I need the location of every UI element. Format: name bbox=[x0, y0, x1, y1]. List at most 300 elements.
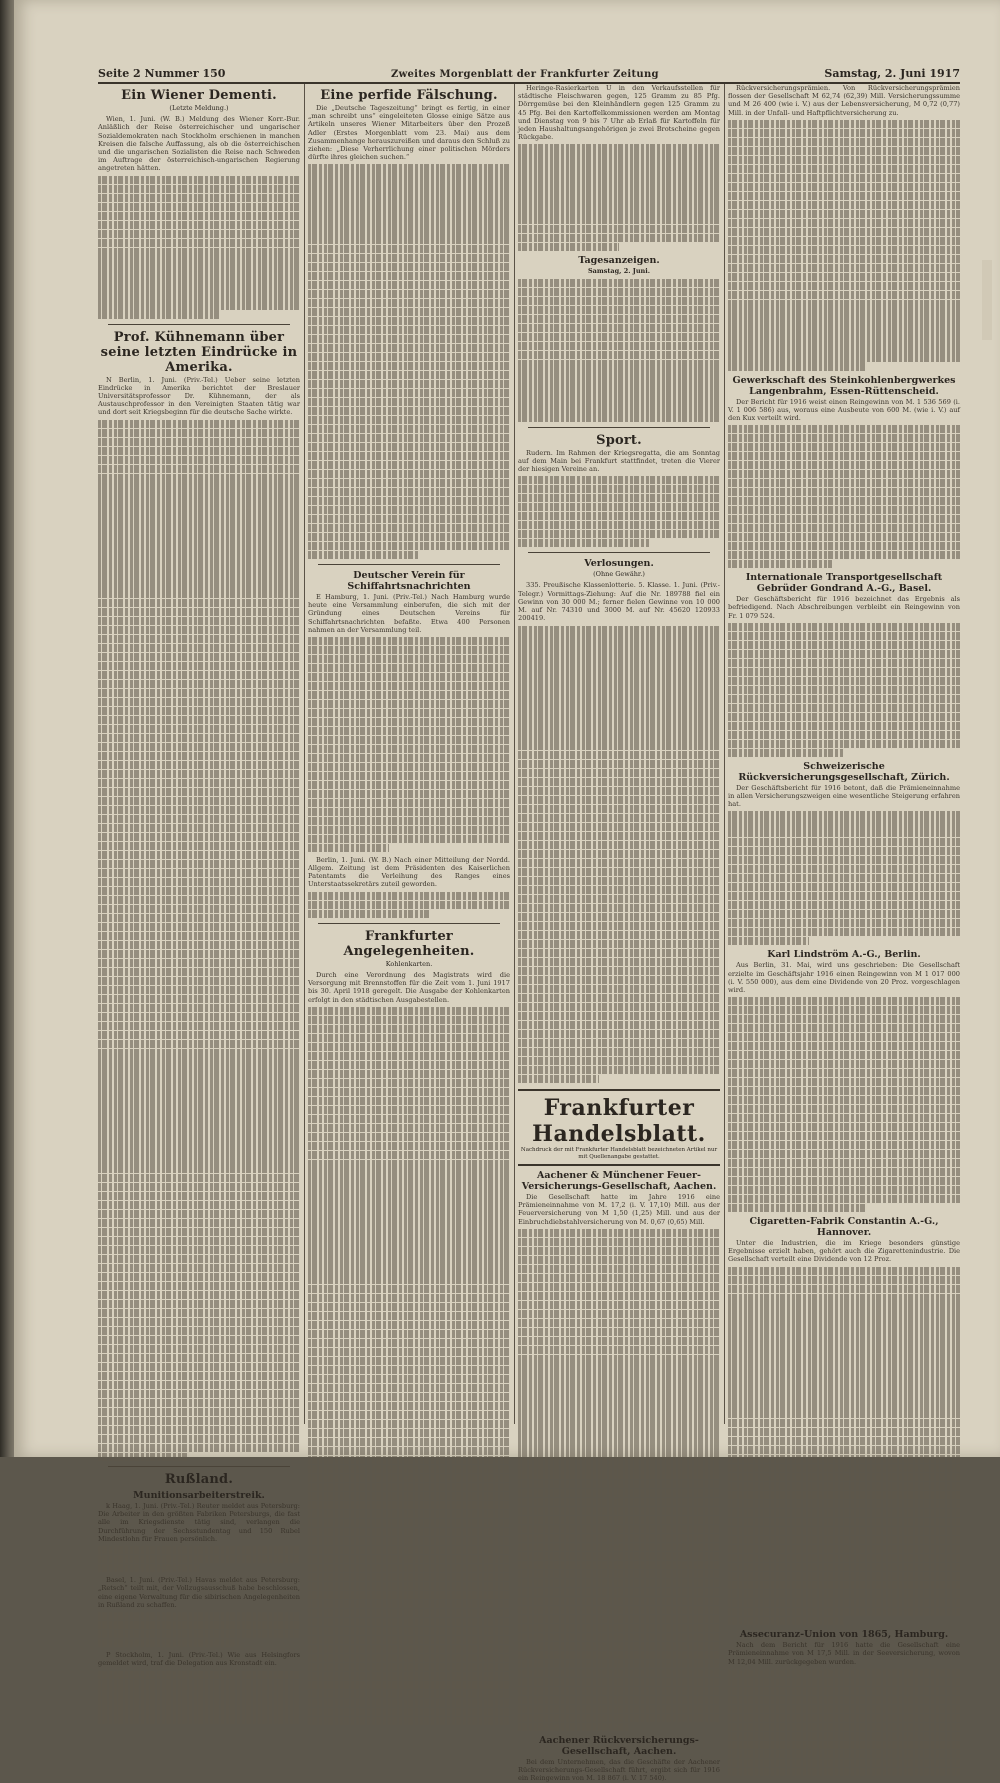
text-line bbox=[518, 485, 720, 493]
text-line bbox=[98, 662, 300, 670]
text-line bbox=[728, 650, 960, 658]
text-line bbox=[308, 1375, 510, 1383]
page-header bbox=[98, 62, 960, 84]
text-line bbox=[728, 479, 960, 487]
text-line bbox=[98, 833, 300, 841]
text-line bbox=[518, 539, 649, 547]
text-line bbox=[728, 937, 809, 945]
column-4 bbox=[728, 84, 960, 1666]
text-line bbox=[518, 1543, 720, 1551]
section-heading: Sport. bbox=[596, 432, 642, 448]
text-line bbox=[308, 1510, 510, 1518]
text-line bbox=[98, 1120, 300, 1128]
text-line bbox=[308, 452, 510, 460]
article-headline: Karl Lindström A.-G., Berlin. bbox=[767, 949, 921, 961]
text-line bbox=[728, 174, 960, 182]
text-line bbox=[308, 1097, 510, 1105]
text-line bbox=[518, 360, 720, 368]
text-line bbox=[518, 351, 720, 359]
text-line bbox=[308, 1312, 510, 1320]
text-line bbox=[728, 1123, 960, 1131]
text-line bbox=[98, 860, 300, 868]
text-line bbox=[728, 1437, 960, 1445]
text-line bbox=[98, 1084, 300, 1092]
masthead-title: Frankfurter Handelsblatt. bbox=[532, 1094, 706, 1147]
text-line bbox=[518, 787, 720, 795]
text-line bbox=[728, 1768, 960, 1776]
text-line bbox=[98, 1111, 300, 1119]
text-line bbox=[518, 1372, 720, 1380]
text-line bbox=[518, 1328, 720, 1336]
text-line bbox=[728, 1302, 960, 1310]
text-line bbox=[728, 506, 960, 514]
text-line bbox=[98, 1671, 300, 1679]
text-line bbox=[308, 682, 510, 690]
text-line bbox=[98, 1156, 300, 1164]
text-line bbox=[308, 1079, 510, 1087]
text-line bbox=[728, 1033, 960, 1041]
text-line bbox=[98, 995, 300, 1003]
text-line bbox=[518, 503, 720, 511]
text-line bbox=[728, 165, 960, 173]
text-line bbox=[98, 301, 300, 309]
text-line bbox=[98, 1363, 300, 1371]
article-body: Der Geschäftsbericht für 1916 bezeichnet das Ergebnis als befriedigend. Nach Abschreibungen verbleibt ein Reingewinn von Fr. 1 079 524. bbox=[728, 595, 960, 620]
text-line bbox=[728, 147, 960, 155]
text-line bbox=[728, 183, 960, 191]
text-line bbox=[518, 1066, 720, 1074]
text-line bbox=[308, 308, 510, 316]
column-rule bbox=[304, 84, 305, 1424]
text-line bbox=[308, 1186, 510, 1194]
text-line bbox=[518, 1552, 720, 1560]
text-line bbox=[98, 248, 300, 256]
text-line bbox=[728, 1060, 960, 1068]
text-line bbox=[98, 653, 300, 661]
text-line bbox=[518, 198, 720, 206]
text-line bbox=[308, 1555, 510, 1563]
text-line bbox=[728, 1678, 960, 1686]
text-line bbox=[98, 447, 300, 455]
text-line bbox=[98, 1453, 189, 1461]
text-line bbox=[308, 533, 510, 541]
text-line bbox=[98, 689, 300, 697]
column-rule bbox=[724, 84, 725, 1424]
text-line bbox=[518, 1417, 720, 1425]
text-block bbox=[98, 1612, 300, 1647]
text-line bbox=[308, 1474, 510, 1482]
text-line bbox=[98, 456, 300, 464]
text-line bbox=[308, 299, 510, 307]
text-line bbox=[728, 497, 960, 505]
text-line bbox=[518, 1003, 720, 1011]
text-line bbox=[518, 1030, 720, 1038]
text-line bbox=[98, 905, 300, 913]
text-line bbox=[308, 1492, 510, 1500]
text-line bbox=[98, 429, 300, 437]
text-line bbox=[518, 1516, 720, 1524]
text-line bbox=[308, 1195, 510, 1203]
text-line bbox=[518, 751, 720, 759]
text-line bbox=[518, 715, 720, 723]
article-body: P Stockholm, 1. Juni. (Priv.-Tel.) Wie aus Helsingfors gemeldet wird, traf die Delegation aus Kronstadt ein. bbox=[98, 1651, 300, 1668]
text-line bbox=[98, 1013, 300, 1021]
text-line bbox=[518, 1462, 720, 1470]
text-line bbox=[308, 1303, 510, 1311]
text-line bbox=[308, 488, 510, 496]
text-line bbox=[728, 1401, 960, 1409]
text-line bbox=[518, 841, 720, 849]
text-line bbox=[518, 530, 720, 538]
text-line bbox=[308, 389, 510, 397]
text-line bbox=[98, 716, 300, 724]
text-line bbox=[728, 524, 960, 532]
text-line bbox=[308, 1654, 510, 1662]
text-line bbox=[308, 826, 510, 834]
text-line bbox=[98, 1715, 300, 1723]
text-line bbox=[98, 644, 300, 652]
text-line bbox=[728, 1042, 960, 1050]
text-line bbox=[308, 1465, 510, 1473]
article-divider bbox=[318, 923, 500, 924]
text-line bbox=[728, 461, 960, 469]
text-line bbox=[308, 1061, 510, 1069]
text-line bbox=[518, 1606, 720, 1614]
text-line bbox=[728, 264, 960, 272]
text-line bbox=[728, 820, 960, 828]
text-line bbox=[98, 581, 300, 589]
article-body: Wien, 1. Juni. (W. B.) Meldung des Wiener Korr.-Bur. Anläßlich der Reise österreichischer und ungarischer Sozialdemokraten nach Stockholm erschienen in manchen Kreisen die falsche Auffassung, als ob die österreichischen und die ungarischen Sozialisten die Reise nach Schweden im Auftrage der österreichisch-ungarischen Regierung angetreten hätten. bbox=[98, 115, 300, 173]
text-line bbox=[518, 1597, 720, 1605]
text-line bbox=[518, 1588, 720, 1596]
text-line bbox=[518, 976, 720, 984]
article-body: Nach dem Bericht für 1916 hatte die Gesellschaft eine Prämieneinnahme von M 17,5 Mill. in der Seeversicherung, wovon M 12,04 Mill. zurückgegeben wurden. bbox=[728, 1641, 960, 1666]
text-line bbox=[308, 200, 510, 208]
text-line bbox=[308, 218, 510, 226]
text-line bbox=[728, 1741, 960, 1749]
text-line bbox=[518, 1247, 720, 1255]
text-line bbox=[308, 479, 510, 487]
text-line bbox=[728, 533, 960, 541]
text-line bbox=[728, 129, 960, 137]
header-date: Samstag, 2. Juni 1917 bbox=[824, 67, 960, 80]
text-line bbox=[308, 745, 510, 753]
text-line bbox=[728, 1051, 960, 1059]
text-block bbox=[308, 637, 510, 852]
article-headline: Assecuranz-Union von 1865, Hamburg. bbox=[739, 1629, 949, 1641]
text-line bbox=[308, 263, 510, 271]
text-line bbox=[98, 1282, 300, 1290]
text-line bbox=[98, 1102, 300, 1110]
masthead-note: Nachdruck der mit Frankfurter Handelsblatt bezeichneten Artikel nur mit Quellenangabe gestattet. bbox=[520, 1146, 718, 1160]
text-line bbox=[98, 950, 300, 958]
text-line bbox=[728, 317, 960, 325]
text-line bbox=[728, 1759, 960, 1767]
text-block bbox=[728, 1267, 960, 1626]
text-line bbox=[98, 1228, 300, 1236]
text-line bbox=[518, 153, 720, 161]
text-line bbox=[518, 868, 720, 876]
text-line bbox=[728, 362, 867, 370]
text-line bbox=[308, 817, 510, 825]
text-line bbox=[518, 1238, 720, 1246]
text-line bbox=[308, 1663, 510, 1671]
text-line bbox=[98, 256, 300, 264]
text-line bbox=[98, 896, 300, 904]
text-line bbox=[308, 1249, 510, 1257]
text-line bbox=[98, 707, 300, 715]
text-line bbox=[728, 1024, 960, 1032]
text-line bbox=[98, 310, 219, 318]
text-line bbox=[308, 1106, 510, 1114]
text-line bbox=[98, 959, 300, 967]
text-line bbox=[308, 1043, 510, 1051]
text-line bbox=[518, 1390, 720, 1398]
text-line bbox=[308, 1456, 510, 1464]
text-line bbox=[728, 1687, 960, 1695]
text-line bbox=[518, 1579, 720, 1587]
text-block bbox=[728, 425, 960, 568]
text-line bbox=[728, 1581, 960, 1589]
text-line bbox=[308, 281, 510, 289]
text-line bbox=[308, 1609, 510, 1617]
text-line bbox=[518, 521, 720, 529]
page-stain bbox=[982, 260, 992, 340]
text-line bbox=[518, 1310, 720, 1318]
text-line bbox=[98, 536, 300, 544]
text-line bbox=[98, 1040, 300, 1048]
text-line bbox=[98, 221, 300, 229]
text-line bbox=[518, 279, 720, 287]
text-line bbox=[308, 380, 510, 388]
text-line bbox=[308, 497, 510, 505]
article-divider bbox=[318, 564, 500, 565]
text-block bbox=[98, 1546, 300, 1572]
text-line bbox=[728, 542, 960, 550]
text-line bbox=[98, 1345, 300, 1353]
text-line bbox=[308, 1007, 510, 1015]
text-line bbox=[308, 542, 510, 550]
text-line bbox=[518, 940, 720, 948]
text-line bbox=[308, 173, 510, 181]
text-line bbox=[518, 1534, 720, 1542]
text-line bbox=[518, 967, 720, 975]
text-line bbox=[728, 1545, 960, 1553]
text-line bbox=[728, 1554, 960, 1562]
text-line bbox=[98, 1210, 300, 1218]
text-line bbox=[98, 725, 300, 733]
text-line bbox=[728, 425, 960, 433]
text-line bbox=[518, 904, 720, 912]
text-line bbox=[98, 698, 300, 706]
text-line bbox=[308, 362, 510, 370]
text-line bbox=[308, 524, 510, 532]
text-line bbox=[518, 1633, 720, 1641]
text-line bbox=[518, 697, 720, 705]
text-line bbox=[308, 254, 510, 262]
text-line bbox=[518, 958, 720, 966]
text-line bbox=[98, 761, 300, 769]
text-line bbox=[728, 901, 960, 909]
text-line bbox=[728, 668, 960, 676]
text-line bbox=[98, 923, 300, 931]
text-line bbox=[728, 632, 960, 640]
text-line bbox=[518, 1057, 720, 1065]
text-line bbox=[308, 551, 419, 559]
article-headline: Cigaretten-Fabrik Constantin A.-G., Hannover. bbox=[749, 1215, 939, 1238]
text-line bbox=[518, 886, 720, 894]
text-line bbox=[98, 491, 300, 499]
text-line bbox=[98, 509, 300, 517]
text-line bbox=[98, 986, 300, 994]
text-line bbox=[728, 1527, 960, 1535]
text-line bbox=[308, 1160, 510, 1168]
text-line bbox=[518, 661, 720, 669]
text-line bbox=[98, 572, 300, 580]
text-line bbox=[308, 1402, 510, 1410]
text-line bbox=[308, 1717, 510, 1725]
text-line bbox=[518, 1669, 720, 1677]
text-line bbox=[728, 228, 960, 236]
text-line bbox=[518, 1381, 720, 1389]
text-line bbox=[98, 1201, 300, 1209]
article-subhead: Kohlenkarten. bbox=[385, 959, 433, 968]
text-line bbox=[308, 646, 510, 654]
article-body: Heringe-Rasierkarten U in den Verkaufsstellen für städtische Fleischwaren gegen, 125 Gramm zu 85 Pfg. Dörrgemüse bei den Kleinhändlern gegen 125 Gramm zu 45 Pfg. Bei den Kartoffelkommissionen werden am Montag und Dienstag von 9 bis 7 Uhr ab Erlaß für Kartoffeln für jeden Haushaltungsangehörigen je zwei Brotscheine gegen Rückgabe. bbox=[518, 84, 720, 142]
column-2 bbox=[308, 84, 510, 1424]
text-line bbox=[98, 806, 300, 814]
text-line bbox=[308, 1447, 510, 1455]
text-line bbox=[518, 733, 720, 741]
text-line bbox=[518, 1039, 720, 1047]
text-line bbox=[518, 652, 720, 660]
text-line bbox=[728, 353, 960, 361]
text-line bbox=[518, 1283, 720, 1291]
text-line bbox=[728, 874, 960, 882]
text-line bbox=[728, 1204, 867, 1212]
text-line bbox=[728, 291, 960, 299]
text-line bbox=[308, 1034, 510, 1042]
text-line bbox=[308, 1321, 510, 1329]
text-block bbox=[518, 144, 720, 251]
text-line bbox=[308, 1483, 510, 1491]
article-headline: Frankfurter Angelegenheiten. bbox=[343, 928, 475, 959]
text-line bbox=[98, 1639, 239, 1647]
text-line bbox=[518, 1480, 720, 1488]
text-line bbox=[518, 1624, 720, 1632]
text-line bbox=[728, 1374, 960, 1382]
text-line bbox=[98, 1612, 300, 1620]
text-line bbox=[518, 216, 720, 224]
text-line bbox=[518, 1012, 720, 1020]
text-line bbox=[728, 1276, 960, 1284]
text-line bbox=[308, 1573, 510, 1581]
text-line bbox=[308, 790, 510, 798]
text-line bbox=[98, 1435, 300, 1443]
text-line bbox=[308, 1672, 510, 1680]
article-body: Durch eine Verordnung des Magistrats wird die Versorgung mit Brennstoffen für die Zeit vom 1. Juni 1917 bis 30. April 1918 geregelt. Die Ausgabe der Kohlenkarten erfolgt in den städtischen Ausgabestellen. bbox=[308, 970, 510, 1004]
text-line bbox=[308, 1690, 510, 1698]
text-line bbox=[728, 156, 960, 164]
text-line bbox=[728, 138, 960, 146]
text-line bbox=[308, 1429, 510, 1437]
text-line bbox=[98, 465, 300, 473]
text-line bbox=[728, 749, 844, 757]
text-line bbox=[308, 335, 510, 343]
text-line bbox=[308, 1330, 510, 1338]
text-line bbox=[308, 736, 510, 744]
text-line bbox=[308, 1258, 510, 1266]
text-line bbox=[308, 1088, 510, 1096]
text-line bbox=[518, 225, 720, 233]
text-line bbox=[308, 1168, 510, 1176]
text-line bbox=[308, 1501, 510, 1509]
text-line bbox=[308, 317, 510, 325]
text-line bbox=[728, 1078, 960, 1086]
text-line bbox=[308, 227, 510, 235]
text-line bbox=[518, 670, 720, 678]
text-line bbox=[98, 518, 300, 526]
text-line bbox=[518, 377, 720, 385]
text-line bbox=[518, 1687, 720, 1695]
text-line bbox=[308, 1438, 510, 1446]
text-line bbox=[518, 171, 720, 179]
text-line bbox=[98, 1022, 300, 1030]
text-line bbox=[98, 1246, 300, 1254]
article-subhead: Munitionsarbeiterstreik. bbox=[133, 1489, 265, 1501]
text-line bbox=[308, 245, 510, 253]
text-line bbox=[308, 1420, 510, 1428]
text-line bbox=[728, 910, 960, 918]
article-body: Bei dem Unternehmen, das die Geschäfte der Aachener Rückversicherungs-Gesellschaft führt, ergibt sich für 1916 ein Reingewinn von M. 18 867 (i. V. 17 540). bbox=[518, 1758, 720, 1783]
text-line bbox=[728, 892, 960, 900]
text-line bbox=[98, 914, 300, 922]
text-line bbox=[308, 718, 510, 726]
article-body: Aus Berlin, 31. Mai, wird uns geschrieben: Die Gesellschaft erzielte im Geschäftsjahr 1916 einen Reingewinn von M 1 017 000 (i. V. 550 000), aus dem eine Dividende von 20 Proz. vorgeschlagen wird. bbox=[728, 961, 960, 994]
text-line bbox=[728, 201, 960, 209]
text-line bbox=[518, 342, 720, 350]
text-line bbox=[98, 680, 300, 688]
text-line bbox=[98, 752, 300, 760]
text-line bbox=[308, 1393, 510, 1401]
text-line bbox=[728, 1320, 960, 1328]
text-line bbox=[518, 1337, 720, 1345]
text-line bbox=[518, 724, 720, 732]
text-line bbox=[518, 297, 720, 305]
text-line bbox=[98, 815, 300, 823]
text-line bbox=[308, 901, 510, 909]
text-line bbox=[98, 869, 300, 877]
text-line bbox=[518, 1678, 720, 1686]
text-line bbox=[308, 1519, 510, 1527]
text-line bbox=[518, 706, 720, 714]
article-headline: Prof. Kühnemann über seine letzten Eindrücke in Amerika. bbox=[100, 329, 298, 375]
text-line bbox=[98, 1273, 300, 1281]
text-line bbox=[308, 1627, 510, 1635]
article-body: N Berlin, 1. Juni. (Priv.-Tel.) Ueber seine letzten Eindrücke in Amerika berichtet der Breslauer Universitätsprofessor Dr. Kühnemann, der als Austauschprofessor in den Vereinigten Staaten tätig war und dort seit Kriegsbeginn für die deutsche Sache wirkte. bbox=[98, 375, 300, 417]
text-line bbox=[98, 292, 300, 300]
text-line bbox=[98, 1630, 300, 1638]
text-line bbox=[308, 1294, 510, 1302]
text-line bbox=[308, 1528, 510, 1536]
text-line bbox=[98, 1066, 300, 1074]
text-line bbox=[728, 883, 960, 891]
text-block bbox=[308, 1007, 510, 1725]
column-1 bbox=[98, 84, 300, 1668]
text-line bbox=[98, 1291, 300, 1299]
text-line bbox=[728, 1114, 960, 1122]
text-line bbox=[308, 1618, 510, 1626]
